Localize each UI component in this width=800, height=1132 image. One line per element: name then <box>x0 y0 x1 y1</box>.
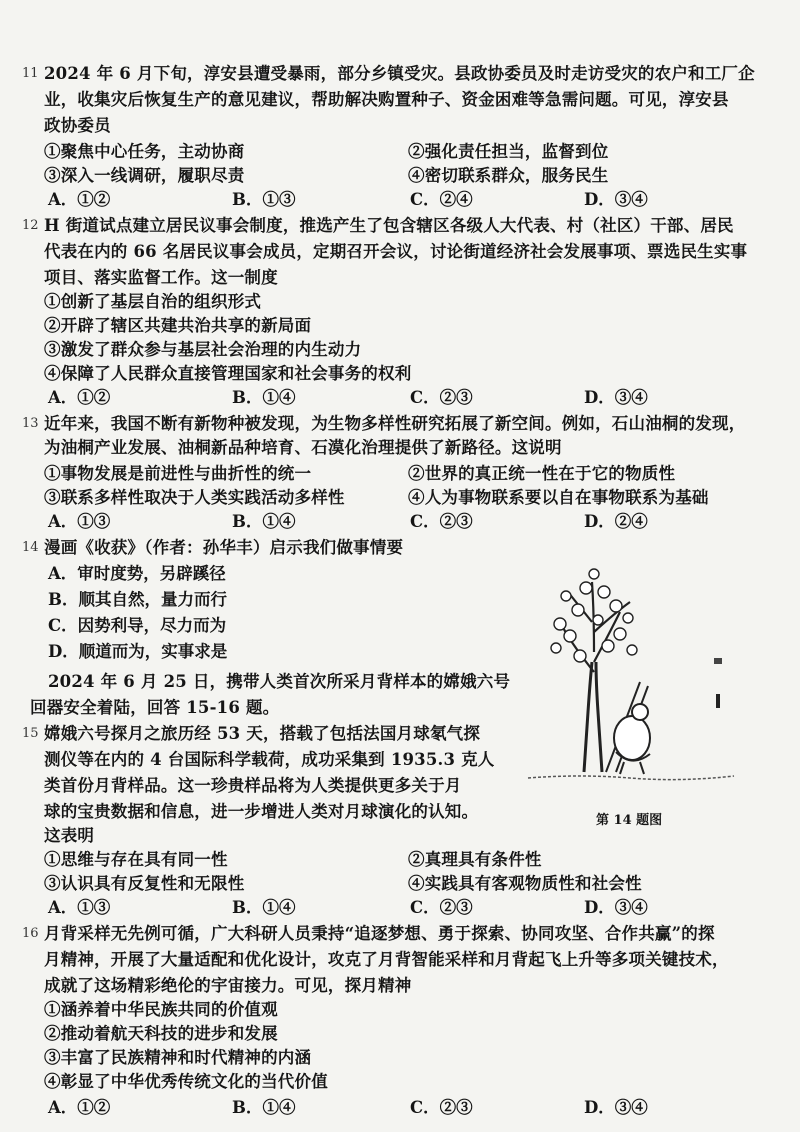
choice-c[interactable]: C．②④ <box>410 190 473 209</box>
statement: ①思维与存在具有同一性 <box>44 850 228 869</box>
question-number: 16 <box>22 926 39 941</box>
choice-b[interactable]: B．①④ <box>232 388 296 407</box>
question-stem-line: 代表在内的 66 名居民议事会成员，定期召开会议，讨论街道经济社会发展事项、票选民生实事 <box>44 242 748 261</box>
choice-b[interactable]: B．①③ <box>232 190 296 209</box>
choice-b[interactable]: B．①④ <box>232 1098 296 1117</box>
statement: ①聚焦中心任务，主动协商 <box>44 142 245 161</box>
statement: ④密切联系群众，服务民生 <box>408 166 609 185</box>
choice-b[interactable]: B．①④ <box>232 898 296 917</box>
question-stem-line: 项目、落实监督工作。这一制度 <box>44 268 278 287</box>
choice-c[interactable]: C．②③ <box>410 388 473 407</box>
choice-d[interactable]: D．③④ <box>584 190 648 209</box>
statement: ①事物发展是前进性与曲折性的统一 <box>44 464 312 483</box>
question-number: 14 <box>22 540 39 555</box>
choice-a[interactable]: A．审时度势，另辟蹊径 <box>48 564 226 583</box>
choice-a[interactable]: A．①② <box>48 190 111 209</box>
statement: ③深入一线调研，履职尽责 <box>44 166 245 185</box>
figure-caption: 第 14 题图 <box>596 813 663 828</box>
question-number: 12 <box>22 218 39 233</box>
statement: ①创新了基层自治的组织形式 <box>44 292 262 311</box>
statement: ②开辟了辖区共建共治共享的新局面 <box>44 316 312 335</box>
choice-a[interactable]: A．①② <box>48 1098 111 1117</box>
statement: ④保障了人民群众直接管理国家和社会事务的权利 <box>44 364 412 383</box>
choice-c[interactable]: C．因势利导，尽力而为 <box>48 616 227 635</box>
statement: ①涵养着中华民族共同的价值观 <box>44 1000 278 1019</box>
statement: ②强化责任担当，监督到位 <box>408 142 609 161</box>
intro-line: 回器安全着陆，回答 15-16 题。 <box>30 698 280 717</box>
question-number: 15 <box>22 726 39 741</box>
choice-c[interactable]: C．②③ <box>410 1098 473 1117</box>
question-stem-line: 月背采样无先例可循，广大科研人员秉持“追逐梦想、勇于探索、协同攻坚、合作共赢”的探 <box>44 924 715 943</box>
intro-line: 2024 年 6 月 25 日，携带人类首次所采月背样本的嫦娥六号 <box>48 672 511 691</box>
statement: ②推动着航天科技的进步和发展 <box>44 1024 278 1043</box>
statement: ④人为事物联系要以自在事物联系为基础 <box>408 488 709 507</box>
choice-b[interactable]: B．顺其自然，量力而行 <box>48 590 227 609</box>
statement: ③激发了群众参与基层社会治理的内生动力 <box>44 340 362 359</box>
cartoon-harvest-figure <box>520 562 740 800</box>
question-stem-line: 漫画《收获》（作者：孙华丰）启示我们做事情要 <box>44 538 404 557</box>
question-stem-line: 成就了这场精彩绝伦的宇宙接力。可见，探月精神 <box>44 976 412 995</box>
statement: ③联系多样性取决于人类实践活动多样性 <box>44 488 345 507</box>
choice-d[interactable]: D．③④ <box>584 388 648 407</box>
question-number: 11 <box>22 66 39 81</box>
choice-b[interactable]: B．①④ <box>232 512 296 531</box>
statement: ②真理具有条件性 <box>408 850 542 869</box>
question-stem-line: 2024 年 6 月下旬，淳安县遭受暴雨，部分乡镇受灾。县政协委员及时走访受灾的农户和工厂企 <box>44 64 755 83</box>
question-stem-line: H 街道试点建立居民议事会制度，推选产生了包含辖区各级人大代表、村（社区）干部、居民 <box>44 216 734 235</box>
choice-a[interactable]: A．①② <box>48 388 111 407</box>
question-stem-line: 类首份月背样品。这一珍贵样品将为人类提供更多关于月 <box>44 776 462 795</box>
question-stem-line: 球的宝贵数据和信息，进一步增进人类对月球演化的认知。 <box>44 802 479 821</box>
question-stem-line: 测仪等在内的 4 台国际科学载荷，成功采集到 1935.3 克人 <box>44 750 495 769</box>
question-stem-line: 业，收集灾后恢复生产的意见建议，帮助解决购置种子、资金困难等急需问题。可见，淳安县 <box>44 90 729 109</box>
choice-d[interactable]: D．②④ <box>584 512 648 531</box>
question-number: 13 <box>22 416 39 431</box>
statement: ②世界的真正统一性在于它的物质性 <box>408 464 676 483</box>
question-stem-line: 月精神，开展了大量适配和优化设计，攻克了月背智能采样和月背起飞上升等多项关键技术， <box>44 950 729 969</box>
choice-a[interactable]: A．①③ <box>48 512 111 531</box>
statement: ④实践具有客观物质性和社会性 <box>408 874 642 893</box>
choice-c[interactable]: C．②③ <box>410 512 473 531</box>
choice-a[interactable]: A．①③ <box>48 898 111 917</box>
statement: ③认识具有反复性和无限性 <box>44 874 245 893</box>
question-stem-line: 这表明 <box>44 826 95 845</box>
statement: ③丰富了民族精神和时代精神的内涵 <box>44 1048 312 1067</box>
question-stem-line: 政协委员 <box>44 116 111 135</box>
choice-d[interactable]: D．③④ <box>584 898 648 917</box>
question-stem-line: 为油桐产业发展、油桐新品种培育、石漠化治理提供了新路径。这说明 <box>44 438 562 457</box>
question-stem-line: 近年来，我国不断有新物种被发现，为生物多样性研究拓展了新空间。例如，石山油桐的发现， <box>44 414 746 433</box>
question-stem-line: 嫦娥六号探月之旅历经 53 天，搭载了包括法国月球氡气探 <box>44 724 481 743</box>
choice-d[interactable]: D．③④ <box>584 1098 648 1117</box>
statement: ④彰显了中华优秀传统文化的当代价值 <box>44 1072 328 1091</box>
choice-c[interactable]: C．②③ <box>410 898 473 917</box>
choice-d[interactable]: D．顺道而为，实事求是 <box>48 642 228 661</box>
